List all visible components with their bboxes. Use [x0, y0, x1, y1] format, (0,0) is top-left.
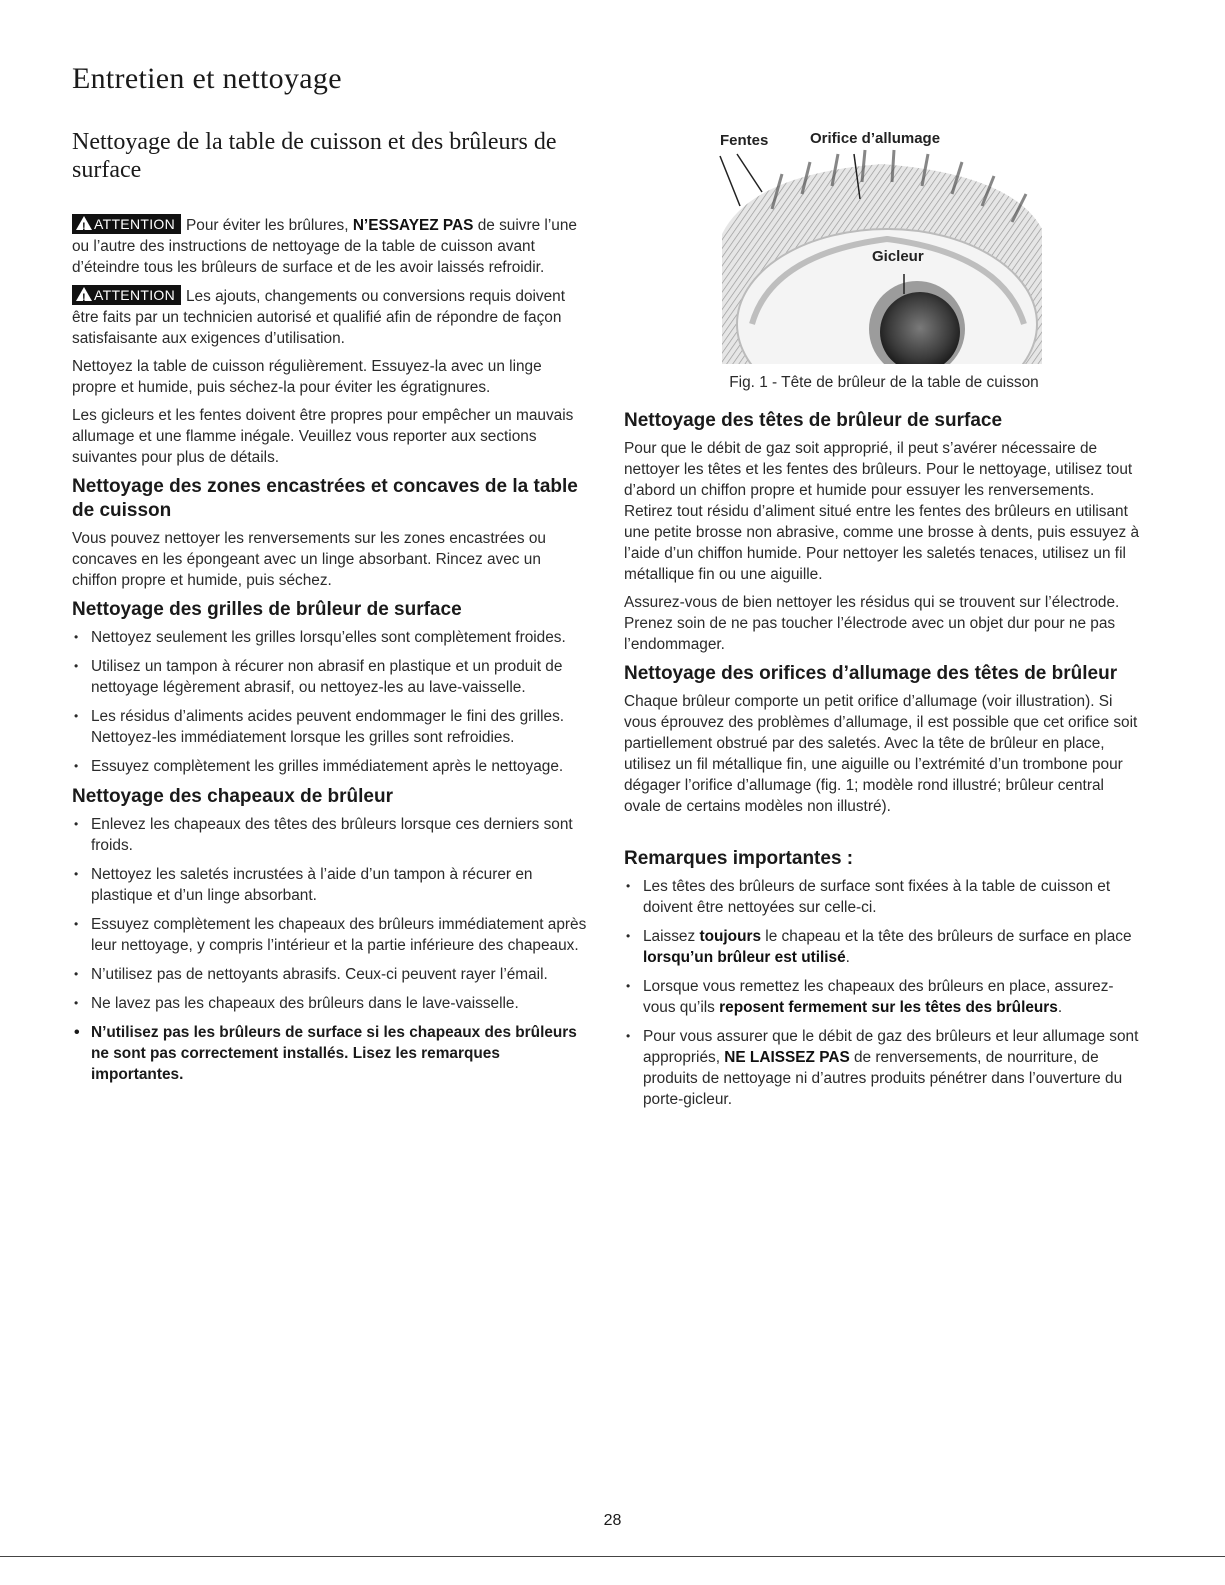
warning-1: !ATTENTION Pour éviter les brûlures, N’ESSAYEZ PAS de suivre l’une ou l’autre des instructions de nettoyage de la table de cuisson avant d’éteindre tous les brûleurs de surface et de les avoir laissés refroidir. [72, 214, 587, 278]
burner-head-figure [712, 114, 1052, 364]
warning-triangle-icon [76, 216, 92, 230]
intro-paragraph: Les gicleurs et les fentes doivent être propres pour empêcher un mauvais allumage et une flamme inégale. Veuillez vous reporter aux sections suivantes pour plus de détails. [72, 407, 574, 466]
attention-badge: !ATTENTION [72, 285, 181, 305]
list-item: • Nettoyez les saletés incrustées à l’aide d’un tampon à récurer en plastique et d’un linge absorbant. [72, 864, 587, 906]
list-item: • Utilisez un tampon à récurer non abrasif en plastique et un produit de nettoyage légèrement abrasif, ou nettoyez-les au lave-vaisselle. [72, 656, 587, 698]
tetes-paragraph: Assurez-vous de bien nettoyer les résidus qui se trouvent sur l’électrode. Prenez soin de ne pas toucher l’électrode avec un objet dur pour ne pas l’endommager. [624, 594, 1120, 653]
warning-2: !ATTENTION Les ajouts, changements ou conversions requis doivent être faits par un technicien autorisé et qualifié afin de répondre de façon satisfaisante aux exigences d’utilisation. [72, 285, 587, 349]
label-fentes: Fentes [720, 132, 769, 149]
orifices-text: Chaque brûleur comporte un petit orifice d’allumage (voir illustration). Si vous éprouvez des problèmes d’allumage, il est possible que cet orifice soit partiellement obstrué par des saletés. Avec la tête de brûleur en place, utilisez un fil métallique fin, une aiguille ou l’extrémité d’un trombone pour dégager l’orifice d’allumage (fig. 1; modèle rond illustré; brûleur central ovale de certains modèles non illustré). [624, 693, 1138, 815]
remarques-heading: Remarques importantes : [624, 848, 854, 869]
list-item: • Les têtes des brûleurs de surface sont fixées à la table de cuisson et doivent être nettoyées sur celle-ci. [624, 876, 1144, 918]
warning-triangle-icon [76, 287, 92, 301]
zones-text: Vous pouvez nettoyer les renversements sur les zones encastrées ou concaves en les épongeant avec un linge absorbant. Rincez avec un chiffon propre et humide, puis séchez. [72, 530, 546, 589]
section-title: Nettoyage de la table de cuisson et des brûleurs de surface [72, 129, 557, 183]
right-column [624, 114, 1144, 1118]
list-item: • Lorsque vous remettez les chapeaux des brûleurs en place, assurez-vous qu’ils reposent fermement sur les têtes des brûleurs. [624, 976, 1144, 1018]
grilles-heading: Nettoyage des grilles de brûleur de surface [72, 599, 462, 620]
list-item: • Ne lavez pas les chapeaux des brûleurs dans le lave-vaisselle. [72, 993, 587, 1014]
intro-paragraph: Nettoyez la table de cuisson régulièrement. Essuyez-la avec un linge propre et humide, puis séchez-la pour éviter les égratignures. [72, 358, 542, 396]
tetes-heading: Nettoyage des têtes de brûleur de surface [624, 410, 1003, 431]
label-gicleur: Gicleur [872, 248, 924, 265]
list-item-warning: • N’utilisez pas les brûleurs de surface si les chapeaux des brûleurs ne sont pas correctement installés. Lisez les remarques importantes. [72, 1022, 587, 1085]
list-item: • Nettoyez seulement les grilles lorsqu’elles sont complètement froides. [72, 627, 587, 648]
burner-head-illustration [712, 114, 1052, 364]
chapeaux-heading: Nettoyage des chapeaux de brûleur [72, 786, 393, 807]
list-item: • Enlevez les chapeaux des têtes des brûleurs lorsque ces derniers sont froids. [72, 814, 587, 856]
figure-caption: Fig. 1 - Tête de brûleur de la table de cuisson [729, 374, 1039, 391]
left-column [72, 120, 587, 1093]
grilles-list [72, 627, 587, 777]
orifices-heading: Nettoyage des orifices d’allumage des têtes de brûleur [624, 663, 1118, 684]
list-item: • Essuyez complètement les chapeaux des brûleurs immédiatement après leur nettoyage, y compris l’intérieur et la partie inférieure des chapeaux. [72, 914, 587, 956]
attention-badge: !ATTENTION [72, 214, 181, 234]
tetes-paragraph: Pour que le débit de gaz soit approprié, il peut s’avérer nécessaire de nettoyer les têtes et les fentes des brûleurs. Pour le nettoyage, utilisez tout d’abord un chiffon propre et humide pour essuyer les renversements. Retirez tout résidu d’aliment situé entre les fentes des brûleurs en utilisant une petite brosse non abrasive, comme une brosse à dents, puis essuyez à l’aide d’un chiffon humide. Pour nettoyer les saletés tenaces, utilisez un fil métallique fin ou une aiguille. [624, 440, 1140, 583]
list-item: • Essuyez complètement les grilles immédiatement après le nettoyage. [72, 756, 587, 777]
zones-heading: Nettoyage des zones encastrées et concaves de la table de cuisson [72, 476, 578, 521]
remarques-list [624, 876, 1144, 1110]
list-item: • N’utilisez pas de nettoyants abrasifs. Ceux-ci peuvent rayer l’émail. [72, 964, 587, 985]
list-item: • Laissez toujours le chapeau et la tête des brûleurs de surface en place lorsqu’un brûleur est utilisé. [624, 926, 1144, 968]
chapeaux-list [72, 814, 587, 1085]
list-item: • Pour vous assurer que le débit de gaz des brûleurs et leur allumage sont appropriés, NE LAISSEZ PAS de renversements, de nourriture, de produits de nettoyage ni d’autres produits pénétrer dans l’ouverture du porte-gicleur. [624, 1026, 1144, 1110]
bottom-rule [0, 1556, 1225, 1557]
page-number: 28 [603, 1512, 622, 1529]
page-title: Entretien et nettoyage [72, 62, 342, 95]
label-orifice: Orifice d’allumage [810, 130, 941, 147]
list-item: • Les résidus d’aliments acides peuvent endommager le fini des grilles. Nettoyez-les immédiatement lorsque les grilles sont refroidies. [72, 706, 587, 748]
